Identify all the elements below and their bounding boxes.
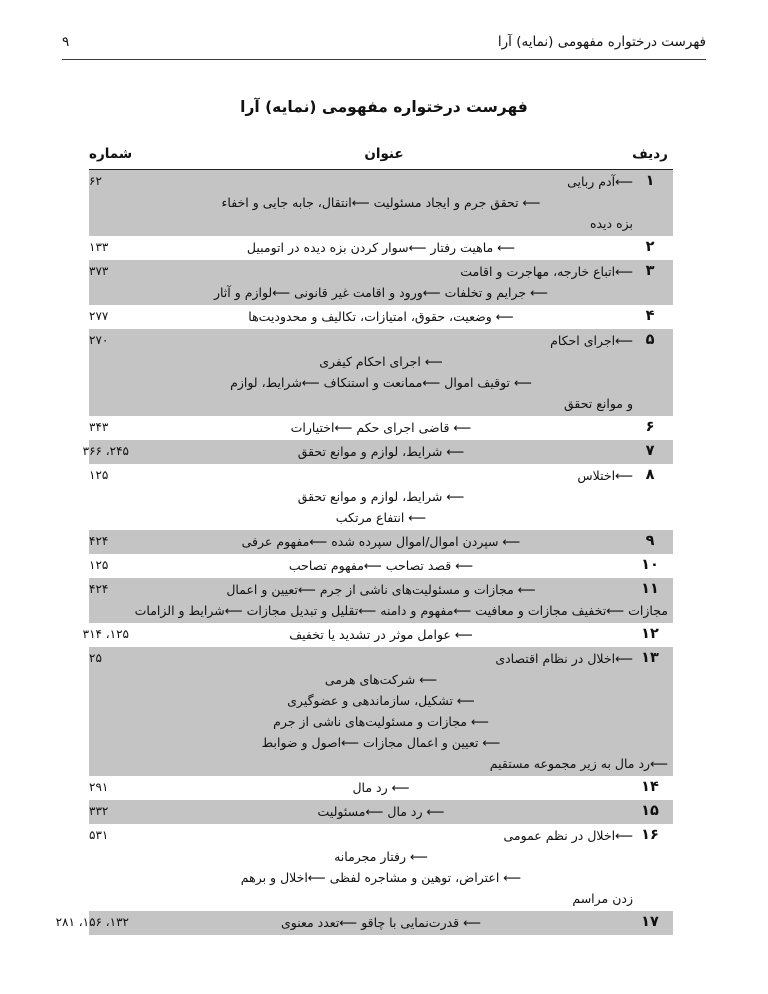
entry-page-numbers: ۳۴۳ xyxy=(89,420,109,434)
entry-line: ⟵ وضعیت، حقوق، امتیازات، تکالیف و محدودیت‌ها xyxy=(248,309,514,324)
entry-line: ⟵اجرای احکام xyxy=(550,333,633,348)
table-row xyxy=(89,170,673,236)
entry-lines xyxy=(89,825,673,909)
document-title: فهرست درختواره مفهومی (نمایه) آرا xyxy=(240,98,528,116)
entry-line: ⟵ جرایم و تخلفات ⟵ورود و اقامت غیر قانونی ⟵لوازم و آثار xyxy=(213,285,549,300)
row-number: ۳ xyxy=(645,263,655,279)
entry-page-numbers: ۲۷۰ xyxy=(89,333,109,347)
row-number: ۱۴ xyxy=(641,779,659,795)
table-row xyxy=(89,329,673,416)
table-row xyxy=(89,800,673,824)
entry-line: ⟵ تشکیل، سازماندهی و عضوگیری xyxy=(287,693,475,708)
entry-page-numbers: ۱۳۳ xyxy=(89,240,109,254)
row-number: ۸ xyxy=(645,467,655,483)
entry-page-numbers: ۲۵ xyxy=(89,651,102,665)
entry-line: ⟵ اعتراض، توهین و مشاجره لفظی ⟵اخلال و برهم xyxy=(240,870,522,885)
table-row xyxy=(89,416,673,440)
row-number: ۴ xyxy=(645,308,655,324)
table-row xyxy=(89,824,673,911)
entry-line: زدن مراسم xyxy=(572,891,633,906)
entry-line: ⟵ ماهیت رفتار ⟵سوار کردن بزه دیده در اتومبیل xyxy=(246,240,516,255)
entry-page-numbers: ۴۲۴ xyxy=(89,582,109,596)
entry-page-numbers: ۳۷۳ xyxy=(89,264,109,278)
entry-lines xyxy=(89,330,673,414)
table-row xyxy=(89,578,673,623)
entry-line: ⟵ عوامل موثر در تشدید یا تخفیف xyxy=(289,627,473,642)
entry-line: ⟵ مجازات و مسئولیت‌های ناشی از جرم xyxy=(273,714,489,729)
table-row xyxy=(82,440,673,464)
table-row xyxy=(89,236,673,260)
table-row xyxy=(89,464,673,530)
row-number: ۹ xyxy=(645,533,655,549)
entry-lines xyxy=(55,912,673,933)
row-number: ۱۷ xyxy=(641,914,659,930)
entry-lines xyxy=(89,261,673,303)
entry-line: ⟵ شرایط، لوازم و موانع تحقق xyxy=(297,444,465,459)
entry-page-numbers: ۲۷۷ xyxy=(89,309,109,323)
row-number: ۱۱ xyxy=(641,581,659,597)
row-number: ۱۳ xyxy=(641,650,659,666)
entry-lines xyxy=(89,777,673,798)
entry-line: ⟵ سپردن اموال/اموال سپرده شده ⟵مفهوم عرفی xyxy=(241,534,521,549)
row-number: ۲ xyxy=(645,239,655,255)
entry-line: ⟵اخلال در نظام اقتصادی xyxy=(495,651,633,666)
table-row xyxy=(89,260,673,305)
row-number: ۷ xyxy=(645,443,655,459)
entry-page-numbers: ۱۳۲، ۱۵۶، ۲۸۱ xyxy=(55,915,129,929)
column-header-title: عنوان xyxy=(364,146,404,162)
entry-page-numbers: ۱۲۵، ۳۱۴ xyxy=(82,627,129,641)
entry-line: ⟵ اجرای احکام کیفری xyxy=(319,354,443,369)
entry-lines xyxy=(89,579,673,621)
entry-line: ⟵ قدرت‌نمایی با چاقو ⟵تعدد معنوی xyxy=(280,915,482,930)
running-head-title: فهرست درختواره مفهومی (نمایه) آرا xyxy=(497,34,706,50)
entry-lines xyxy=(89,306,673,327)
running-head xyxy=(62,34,706,60)
table-row xyxy=(89,305,673,329)
entry-lines xyxy=(89,171,673,234)
entry-lines xyxy=(89,465,673,528)
entry-lines xyxy=(89,417,673,438)
table-row xyxy=(55,911,673,935)
table-row xyxy=(89,530,673,554)
entry-line: ⟵ قاضی اجرای حکم ⟵اختیارات xyxy=(290,420,472,435)
entry-lines xyxy=(89,801,673,822)
table-row xyxy=(89,647,673,776)
entry-lines xyxy=(89,237,673,258)
entry-lines xyxy=(82,441,673,462)
row-number: ۱۵ xyxy=(641,803,659,819)
entry-line: مجازات ⟵تخفیف مجازات و معافیت ⟵مفهوم و دامنه ⟵تقلیل و تبدیل مجازات ⟵شرایط و الزامات xyxy=(134,603,668,618)
entry-line: ⟵ مجازات و مسئولیت‌های ناشی از جرم ⟵تعیین و اعمال xyxy=(226,582,536,597)
table-row xyxy=(89,554,673,578)
column-header-row-number: ردیف xyxy=(632,146,668,162)
entry-line: ⟵رد مال به زیر مجموعه مستقیم xyxy=(489,756,668,771)
entry-line: ⟵ شرکت‌های هرمی xyxy=(324,672,438,687)
row-number: ۶ xyxy=(645,419,655,435)
entry-lines xyxy=(89,531,673,552)
row-number: ۱ xyxy=(645,173,655,189)
row-number: ۱۶ xyxy=(641,827,659,843)
entry-page-numbers: ۵۳۱ xyxy=(89,828,109,842)
entry-page-numbers: ۶۲ xyxy=(89,174,102,188)
table-header-row xyxy=(89,146,673,170)
table-row xyxy=(82,623,673,647)
entry-line: ⟵ تحقق جرم و ایجاد مسئولیت ⟵انتقال، جابه جایی و اخفاء xyxy=(221,195,541,210)
entry-line: ⟵ رفتار مجرمانه xyxy=(334,849,428,864)
page-number: ۹ xyxy=(62,34,70,50)
entry-lines xyxy=(89,555,673,576)
entry-lines xyxy=(89,648,673,774)
entry-line: ⟵ انتفاع مرتکب xyxy=(335,510,427,525)
row-number: ۱۲ xyxy=(641,626,659,642)
entry-page-numbers: ۳۳۲ xyxy=(89,804,109,818)
entry-lines xyxy=(82,624,673,645)
entry-line: ⟵اختلاس xyxy=(577,468,633,483)
entry-line: ⟵ توقیف اموال ⟵ممانعت و استنکاف ⟵شرایط، لوازم xyxy=(230,375,532,390)
entry-line: ⟵آدم ربایی xyxy=(567,174,633,189)
entry-line: بزه دیده xyxy=(589,216,633,231)
entry-line: ⟵ رد مال xyxy=(352,780,410,795)
entry-page-numbers: ۲۴۵، ۳۶۶ xyxy=(82,444,129,458)
entry-line: و موانع تحقق xyxy=(563,396,633,411)
entry-line: ⟵ قصد تصاحب ⟵مفهوم تصاحب xyxy=(288,558,474,573)
entry-line: ⟵اتباع خارجه، مهاجرت و اقامت xyxy=(460,264,633,279)
index-table-body xyxy=(55,170,673,935)
row-number: ۵ xyxy=(645,332,655,348)
entry-line: ⟵ تعیین و اعمال مجازات ⟵اصول و ضوابط xyxy=(261,735,501,750)
column-header-page-number: شماره xyxy=(89,146,133,162)
entry-line: ⟵ رد مال ⟵مسئولیت xyxy=(317,804,445,819)
entry-line: ⟵ شرایط، لوازم و موانع تحقق xyxy=(297,489,465,504)
table-row xyxy=(89,776,673,800)
entry-page-numbers: ۱۲۵ xyxy=(89,558,109,572)
entry-page-numbers: ۴۲۴ xyxy=(89,534,109,548)
concept-index-table xyxy=(55,146,673,935)
entry-page-numbers: ۲۹۱ xyxy=(89,780,109,794)
entry-line: ⟵اخلال در نظم عمومی xyxy=(503,828,633,843)
row-number: ۱۰ xyxy=(641,557,659,573)
entry-page-numbers: ۱۲۵ xyxy=(89,468,109,482)
